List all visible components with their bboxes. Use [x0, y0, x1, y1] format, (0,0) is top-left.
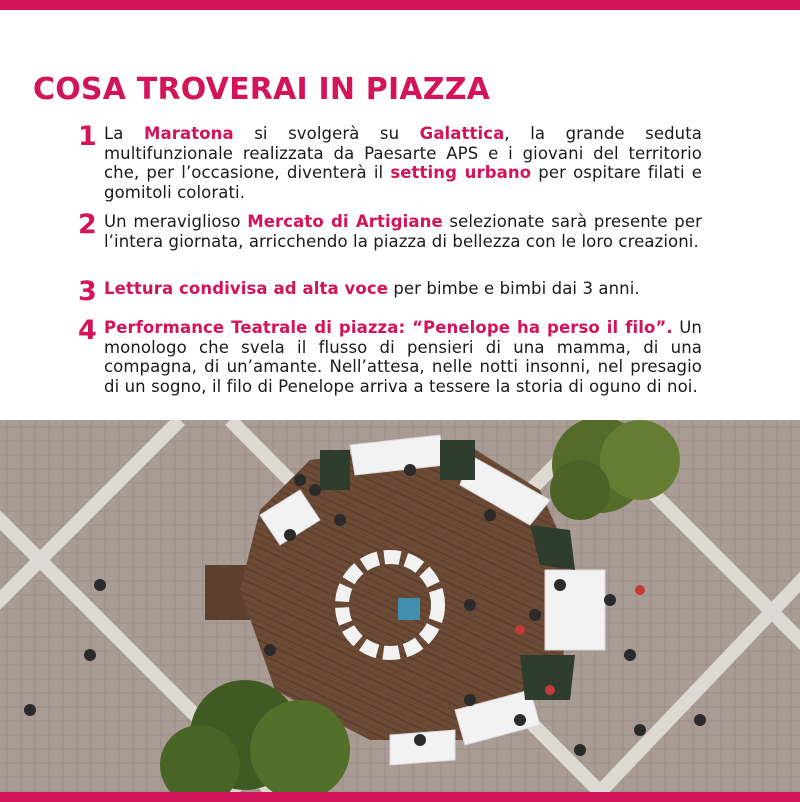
item-number: 3	[78, 276, 97, 307]
highlight-text: Lettura condivisa ad alta voce	[104, 279, 388, 298]
highlight-text: Mercato di Artigiane	[247, 212, 443, 231]
item-text	[104, 279, 702, 299]
highlight-text: Maratona	[144, 124, 234, 143]
bottom-accent-bar	[0, 792, 800, 802]
aerial-piazza-photo	[0, 420, 800, 792]
top-accent-bar	[0, 0, 800, 10]
list-item-4	[78, 315, 702, 396]
body-text: Un meraviglioso	[104, 212, 248, 231]
list-item-2	[78, 209, 702, 251]
body-text: selezionate sarà presente per l’intera giornata, arricchendo la piazza di bellezza con le loro creazioni.	[104, 212, 702, 251]
list-item-1	[78, 121, 702, 202]
body-text: , la grande seduta multifunzionale realizzata da Paesarte APS e i giovani del territorio che, per l’occasione, diventerà il	[104, 124, 702, 182]
central-object	[398, 598, 420, 620]
page-title: COSA TROVERAI IN PIAZZA	[33, 72, 491, 107]
body-text: La	[104, 124, 144, 143]
item-number: 1	[78, 121, 97, 152]
item-text	[104, 212, 702, 251]
list-item-3	[78, 276, 702, 307]
body-text: si svolgerà su	[233, 124, 420, 143]
body-text: Un monologo che svela il flusso di pensieri di una mamma, di una compagna, di un’amante. Nell’attesa, nelle notti insonni, nel presagio di un sogno, il filo di Penelope arriva a tessere la storia di oguno di noi.	[104, 318, 702, 396]
highlight-text: Galattica	[419, 124, 505, 143]
item-text	[104, 124, 702, 202]
highlight-text: setting urbano	[390, 163, 532, 182]
item-number: 4	[78, 315, 97, 346]
body-text: per bimbe e bimbi dai 3 anni.	[388, 279, 640, 298]
item-number: 2	[78, 209, 97, 240]
highlight-text: Performance Teatrale di piazza: “Penelope ha perso il filo”.	[104, 318, 673, 337]
item-text	[104, 318, 702, 396]
body-text: per ospitare filati e gomitoli colorati.	[104, 163, 702, 202]
